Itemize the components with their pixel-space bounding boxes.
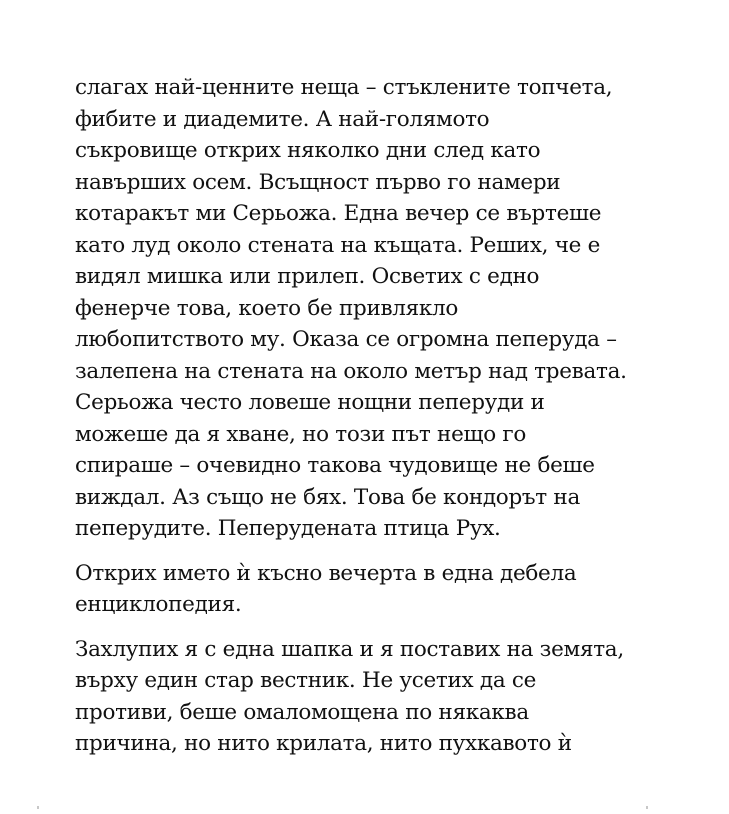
text-line: Серьожа често ловеше нощни пеперуди и (75, 390, 545, 415)
text-line: котаракът ми Серьожа. Една вечер се въртеше (75, 201, 602, 226)
text-line: Открих името ѝ късно вечерта в една дебела (75, 560, 577, 586)
text-line: върху един стар вестник. Не усетих да се (75, 668, 537, 693)
text-line: като луд около стената на къщата. Реших, че е (75, 232, 601, 258)
text-line: любопитството му. Оказа се огромна пеперуда – (75, 327, 617, 352)
paragraph-2 (75, 558, 675, 621)
page-corner-mark (37, 806, 39, 809)
text-line: Захлупих я с една шапка и я поставих на земята, (75, 636, 624, 662)
text-line: виждал. Аз също не бях. Това бе кондорът на (75, 484, 580, 510)
text-line: можеше да я хване, но този път нещо го (75, 421, 526, 447)
text-line: енциклопедия. (75, 592, 242, 617)
text-line: съкровище открих няколко дни след като (75, 138, 541, 163)
text-line: фибите и диадемите. А най-голямото (75, 106, 490, 132)
text-line: пеперудите. Пеперудената птица Рух. (75, 516, 501, 541)
document-page (75, 72, 675, 773)
page-corner-mark (646, 806, 648, 809)
text-line: слагах най-ценните неща – стъклените топчета, (75, 75, 613, 100)
text-line: причина, но нито крилата, нито пухкавото ѝ (75, 731, 572, 756)
paragraph-1 (75, 72, 675, 545)
text-line: видял мишка или прилеп. Осветих с едно (75, 264, 540, 289)
text-line: навърших осем. Всъщност първо го намери (75, 169, 561, 195)
text-line: фенерче това, което бе привлякло (75, 295, 459, 321)
paragraph-3 (75, 634, 675, 760)
text-line: противи, беше омаломощена по някаква (75, 699, 529, 725)
text-line: залепена на стената на около метър над тревата. (75, 358, 627, 384)
text-line: спираше – очевидно такова чудовище не беше (75, 453, 595, 478)
